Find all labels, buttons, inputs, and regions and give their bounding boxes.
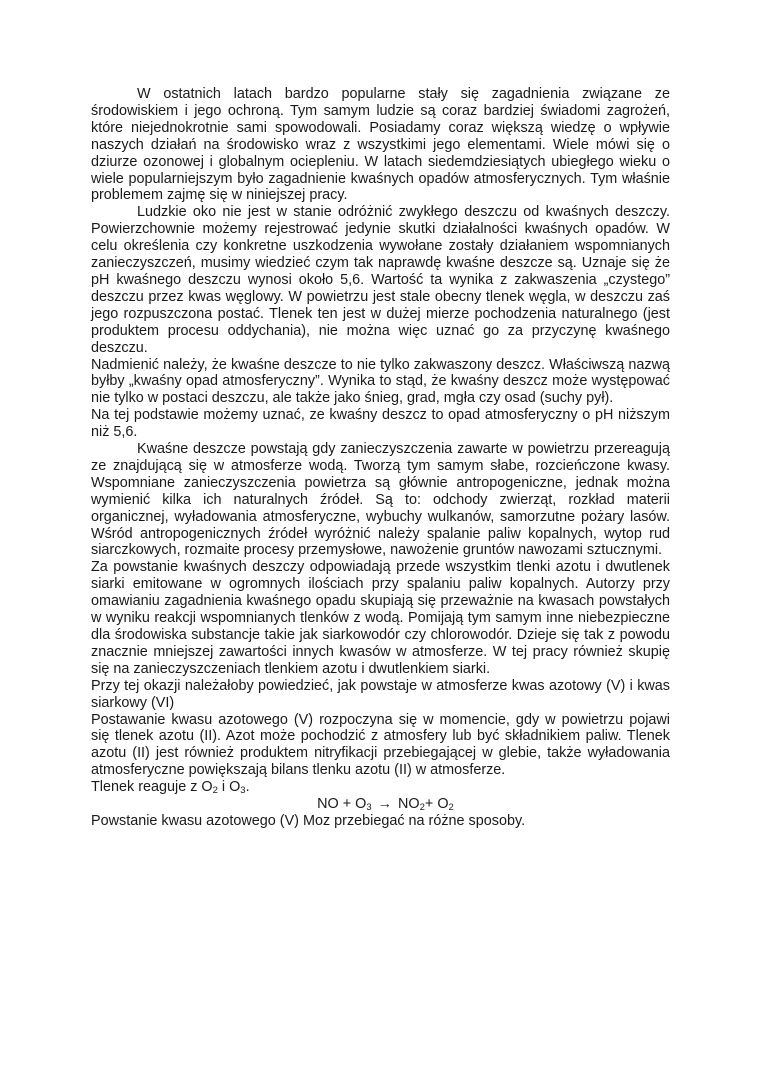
paragraph-sources: Kwaśne deszcze powstają gdy zanieczyszczenia zawarte w powietrzu przereagują ze znajdującą się w atmosferze wodą. Tworzą tym samym słabe, rozcieńczone kwasy. Wspomniane zanieczyszczenia powietrza są głównie antropogeniczne, jednak można wymienić kilka ich naturalnych źródeł. Są to: odchody zwierząt, rozkład materii organicznej, wyładowania atmosferyczne, wybuchy wulkanów, samorzutne pożary lasów. Wśród antropogenicznych źródeł wyróżnić należy spalanie paliw kopalnych, wytop rud siarczkowych, rozmaite procesy przemysłowe, nawożenie gruntów nawozami sztucznymi. bbox=[91, 441, 670, 559]
document-body bbox=[91, 86, 670, 830]
paragraph-nitrogen-sulfur: Za powstanie kwaśnych deszczy odpowiadają przede wszystkim tlenki azotu i dwutlenek siarki emitowane w ogromnych ilościach przy spalaniu paliw kopalnych. Autorzy przy omawianiu zagadnienia kwaśnego opadu skupiają się przeważnie na kwasach powstałych w wyniku reakcji wspomnianych tlenków z wodą. Pomijają tym samym inne niebezpieczne dla środowiska substancje takie jak siarkowodór czy chlorowodór. Dzieje się tak z powodu znacznie mniejszej zawartości innych kwasów w atmosferze. W tej pracy również skupię się na zanieczyszczeniach tlenkiem azotu i dwutlenkiem siarki. bbox=[91, 559, 670, 677]
paragraph-reaction-intro: Tlenek reaguje z $O_2$ i $O_3$. bbox=[91, 779, 250, 797]
paragraph-nitric-acid: Postawanie kwasu azotowego (V) rozpoczyna się w momencie, gdy w powietrzu pojawi się tlenek azotu (II). Azot może pochodzić z atmosfery lub być składnikiem paliw. Tlenek azotu (II) jest również produktem nitryfikacji przebiegającej w glebie, także wyładowania atmosferyczne powiększają bilans tlenku azotu (II) w atmosferze. bbox=[91, 711, 670, 779]
paragraph-formation-question: Przy tej okazji należałoby powiedzieć, jak powstaje w atmosferze kwas azotowy (V) i kwas siarkowy (VI) bbox=[91, 677, 670, 711]
chemical-equation: NO + $O_3 \to NO_2+ O_2$ bbox=[317, 796, 454, 814]
paragraph-ph-threshold: Na tej podstawie możemy uznać, ze kwaśny deszcz to opad atmosferyczny o pH niższym niż 5,6. bbox=[91, 407, 670, 441]
paragraph-acid-rain-definition: Ludzkie oko nie jest w stanie odróżnić zwykłego deszczu od kwaśnych deszczy. Powierzchownie możemy rejestrować jedynie skutki działalności kwaśnych opadów. W celu określenia czy konkretne uszkodzenia wywołane zostały działaniem wspomnianych zanieczyszczeń, musimy wiedzieć czym tak naprawdę kwaśne deszcze są. Uznaje się że pH kwaśnego deszczu wynosi około 5,6. Wartość ta wynika z zakwaszenia „czystego” deszczu przez kwas węglowy. W powietrzu jest stale obecny tlenek węgla, w deszczu zaś jego rozpuszczona postać. Tlenek ten jest w dużej mierze pochodzenia naturalnego (jest produktem procesu oddychania), nie można więc uznać go za przyczynę kwaśnego deszczu. bbox=[91, 204, 670, 356]
paragraph-intro: W ostatnich latach bardzo popularne stały się zagadnienia związane ze środowiskiem i jego ochroną. Tym samym ludzie są coraz bardziej świadomi zagrożeń, które niejednokrotnie sami spowodowali. Posiadamy coraz większą wiedzę o wpływie naszych działań na środowisko wraz z wszystkimi jego elementami. Wiele mówi się o dziurze ozonowej i globalnym ociepleniu. W latach siedemdziesiątych ubiegłego wieku o wiele popularniejszym było zagadnienie kwaśnych opadów atmosferycznych. Tym właśnie problemem zajmę się w niniejszej pracy. bbox=[91, 86, 670, 204]
paragraph-precipitation-forms: Nadmienić należy, że kwaśne deszcze to nie tylko zakwaszony deszcz. Właściwszą nazwą byłby „kwaśny opad atmosferyczny”. Wynika to stąd, że kwaśny deszcz może występować nie tylko w postaci deszczu, ale także jako śnieg, grad, mgła czy osad (suchy pył). bbox=[91, 356, 670, 407]
paragraph-closing: Powstanie kwasu azotowego (V) Moz przebiegać na różne sposoby. bbox=[91, 812, 526, 829]
reaction-arrow-icon: → bbox=[377, 796, 393, 813]
